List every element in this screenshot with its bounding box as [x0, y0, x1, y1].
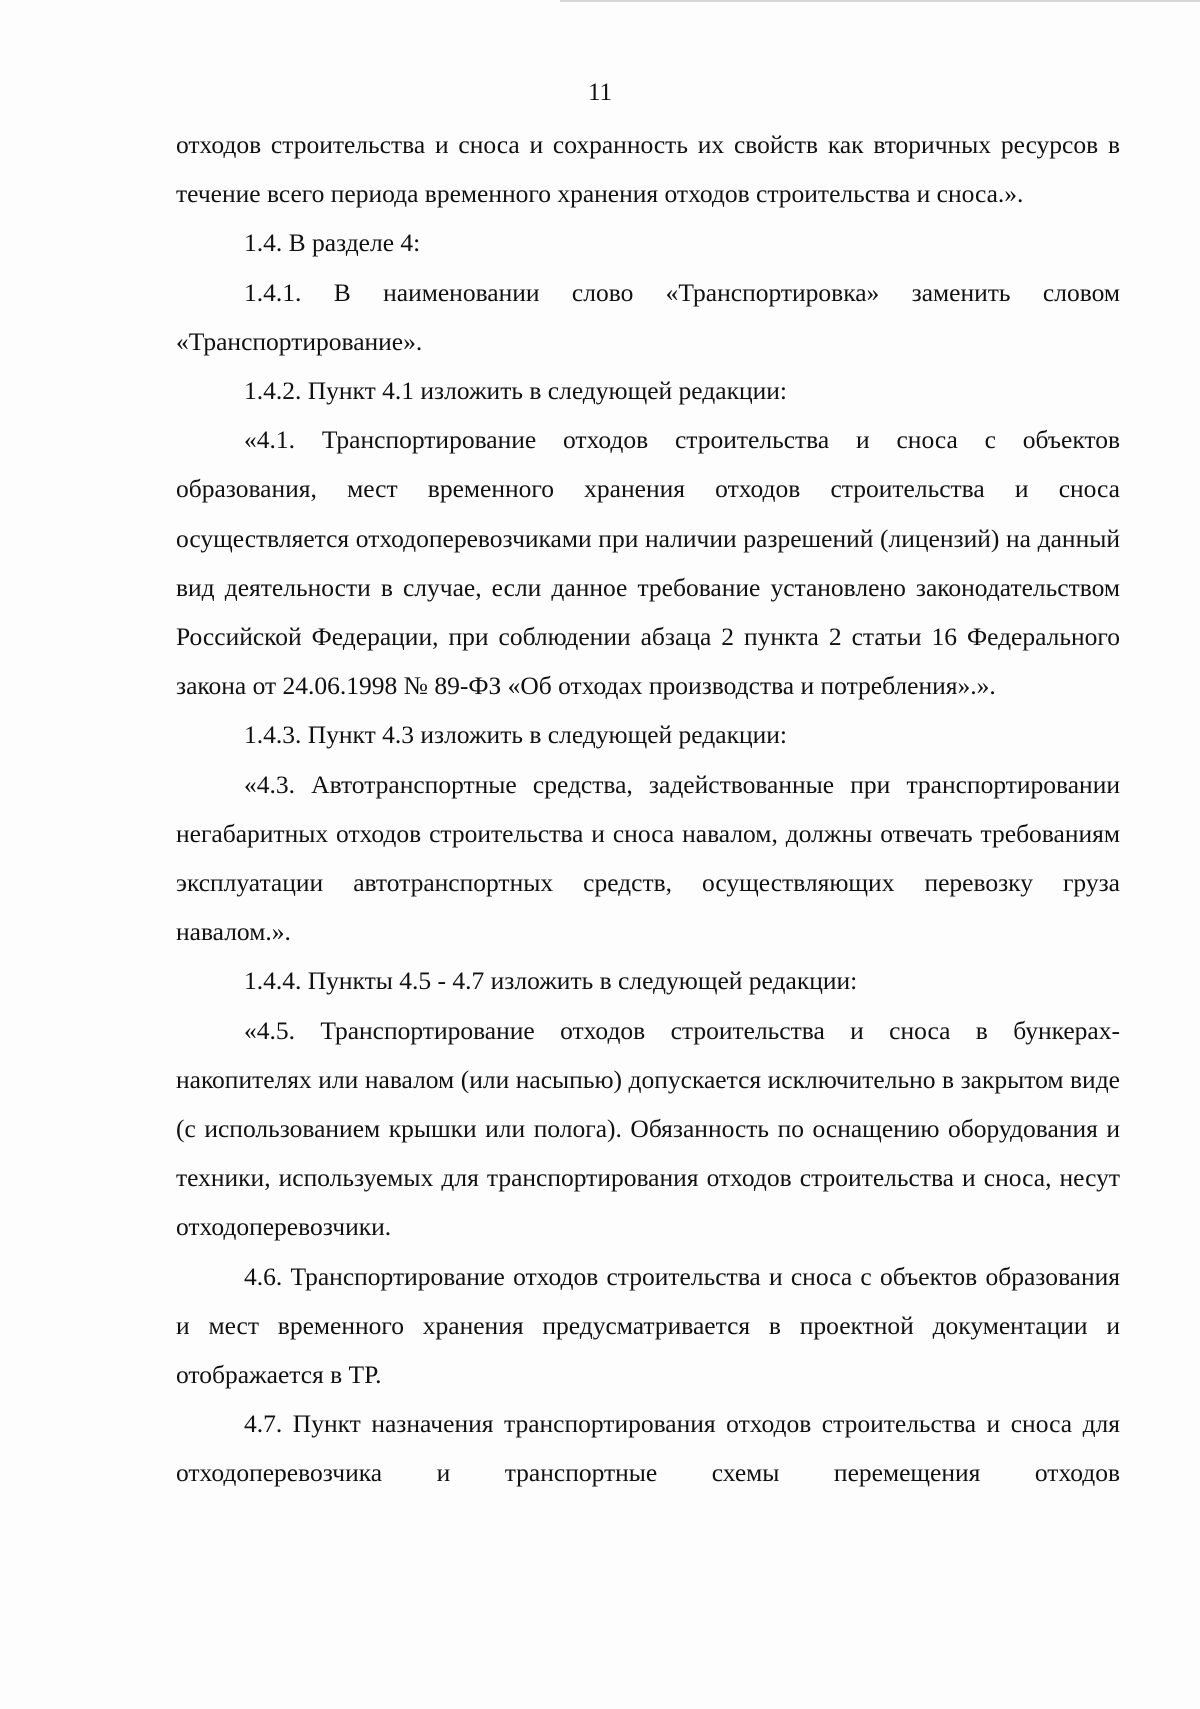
paragraph-1-4-1: 1.4.1. В наименовании слово «Транспортировка» заменить словом «Транспортирование».	[176, 277, 1120, 356]
paragraph-1-4-3: 1.4.3. Пункт 4.3 изложить в следующей редакции:	[244, 720, 787, 750]
paragraph-4-3: «4.3. Автотранспортные средства, задействованные при транспортировании негабаритных отходов строительства и сноса навалом, должны отвечать требованиям эксплуатации автотранспортных средств, осуществляющих перевозку груза навалом.».	[176, 769, 1120, 947]
paragraph-4-5: «4.5. Транспортирование отходов строительства и сноса в бункерах-накопителях или навалом (или насыпью) допускается исключительно в закрытом виде (с использованием крышки или полога). Обязанность по оснащению оборудования и техники, используемых для транспортирования отходов строительства и сноса, несут отходоперевозчики.	[176, 1015, 1120, 1242]
scan-edge-line	[560, 0, 1200, 2]
document-body	[176, 120, 1120, 1498]
paragraph-continuation: отходов строительства и сноса и сохранность их свойств как вторичных ресурсов в течение всего периода временного хранения отходов строительства и сноса.».	[176, 130, 1120, 209]
paragraph-1-4: 1.4. В разделе 4:	[244, 228, 421, 258]
paragraph-1-4-2: 1.4.2. Пункт 4.1 изложить в следующей редакции:	[244, 376, 787, 406]
paragraph-4-6: 4.6. Транспортирование отходов строительства и сноса с объектов образования и мест временного хранения предусматривается в проектной документации и отображается в ТР.	[176, 1261, 1120, 1390]
paragraph-4-1: «4.1. Транспортирование отходов строительства и сноса с объектов образования, мест временного хранения отходов строительства и сноса осуществляется отходоперевозчиками при наличии разрешений (лицензий) на данный вид деятельности в случае, если данное требование установлено законодательством Российской Федерации, при соблюдении абзаца 2 пункта 2 статьи 16 Федерального закона от 24.06.1998 № 89-ФЗ «Об отходах производства и потребления».».	[176, 425, 1120, 701]
paragraph-4-7: 4.7. Пункт назначения транспортирования отходов строительства и сноса для отходоперевозчика и транспортные схемы перемещения отходов	[176, 1409, 1120, 1488]
paragraph-1-4-4: 1.4.4. Пункты 4.5 - 4.7 изложить в следующей редакции:	[244, 966, 858, 996]
page-number: 11	[587, 79, 613, 106]
